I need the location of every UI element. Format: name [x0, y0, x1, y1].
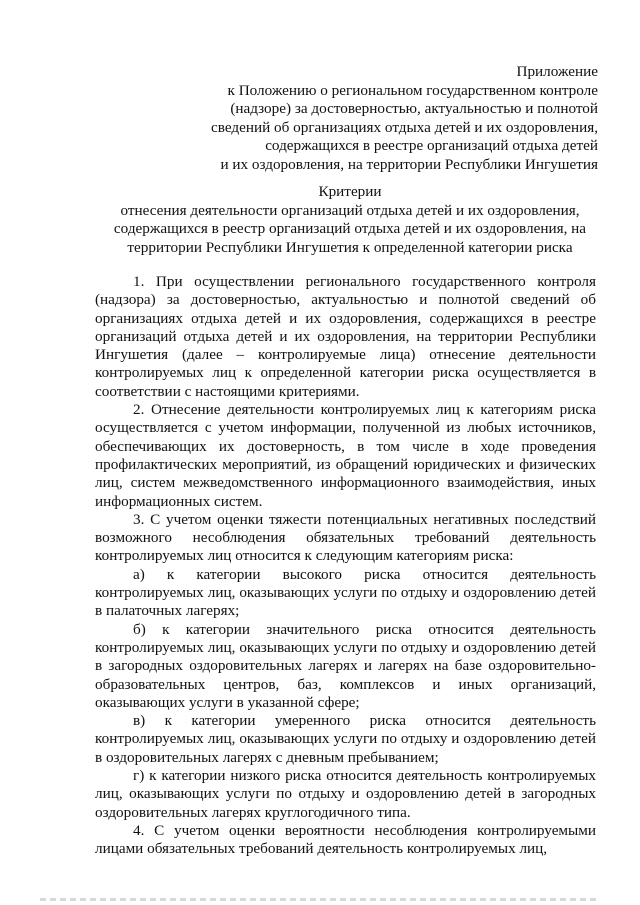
paragraph-3c: в) к категории умеренного риска относится деятельность контролируемых лиц, оказывающих услуги по отдыху и оздоровлению детей в оздоровительных лагерях с дневным пребыванием; — [95, 712, 596, 766]
title-line: территории Республики Ингушетия к определенной категории риска — [127, 238, 573, 256]
paragraph-4: 4. С учетом оценки вероятности несоблюдения контролируемыми лицами обязательных требований деятельность контролируемых лиц, — [95, 821, 596, 858]
paragraph-3b: б) к категории значительного риска относится деятельность контролируемых лиц, оказывающих услуги по отдыху и оздоровлению детей в загородных оздоровительных лагерях и лагерях на базе оздоровительно-образовательных центров, баз, комплексов и иных организаций, оказывающих услуги в указанной сфере; — [95, 620, 596, 711]
appendix-line: сведений об организациях отдыха детей и их оздоровления, — [211, 118, 598, 136]
appendix-line: и их оздоровления, на территории Республики Ингушетия — [220, 155, 598, 173]
paragraph-1: 1. При осуществлении регионального государственного контроля (надзора) за достоверностью, актуальностью и полнотой сведений об организациях отдыха детей и их оздоровления, содержащихся в реестре организаций отдыха детей и их оздоровления, на территории Республики Ингушетия (далее – контролируемые лица) отнесение деятельности контролируемых лиц к определенной категории риска осуществляется в соответствии с настоящими критериями. — [95, 273, 596, 400]
title-line: содержащихся в реестр организаций отдыха детей и их оздоровления, на — [113, 220, 587, 238]
title-line: отнесения деятельности организаций отдыха детей и их оздоровления, — [120, 201, 580, 219]
appendix-line: содержащихся в реестре организаций отдыха детей — [265, 137, 598, 155]
title-heading: Критерии — [318, 183, 382, 200]
document-body — [95, 273, 596, 859]
paragraph-2: 2. Отнесение деятельности контролируемых лиц к категориям риска осуществляется с учетом информации, полученной из любых источников, обеспечивающих их достоверность, в том числе в ходе проведения профилактических мероприятий, из обращений юридических и физических лиц, систем межведомственного информационного взаимодействия, иных информационных систем. — [95, 401, 596, 510]
scan-footer-strip — [40, 898, 600, 901]
paragraph-3: 3. С учетом оценки тяжести потенциальных негативных последствий возможного несоблюдения обязательных требований деятельность контролируемых лиц относится к следующим категориям риска: — [95, 510, 596, 565]
appendix-line: (надзоре) за достоверностью, актуальностью и полнотой — [230, 100, 598, 118]
appendix-line: Приложение — [516, 63, 598, 80]
document-title — [60, 183, 640, 257]
appendix-header — [168, 63, 598, 175]
paragraph-3d: г) к категории низкого риска относится деятельность контролируемых лиц, оказывающих услуги по отдыху и оздоровлению детей в загородных оздоровительных лагерях круглогодичного типа. — [95, 767, 596, 821]
paragraph-3a: а) к категории высокого риска относится деятельность контролируемых лиц, оказывающих услуги по отдыху и оздоровлению детей в палаточных лагерях; — [95, 565, 596, 620]
appendix-line: к Положению о региональном государственном контроле — [227, 81, 598, 99]
